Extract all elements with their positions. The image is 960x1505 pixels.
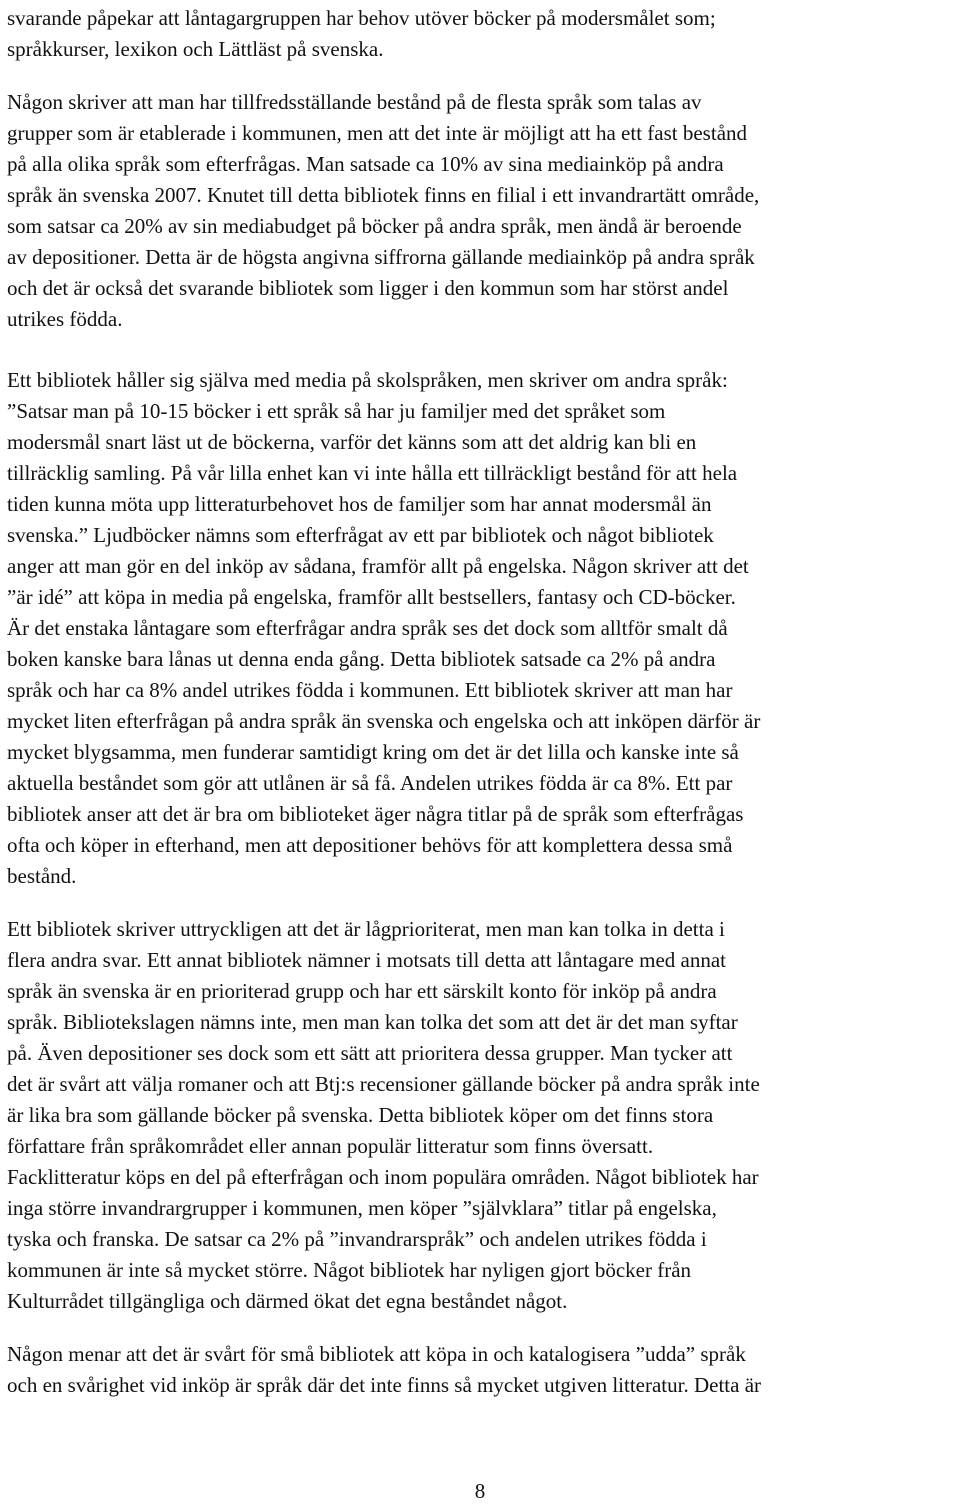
paragraph-3: Ett bibliotek håller sig själva med media på skolspråken, men skriver om andra språk: ”Satsar man på 10-15 böcker i ett språk så har ju familjer med det språket som modersmål snart läst ut de böckerna, varför det känns som att det aldrig kan bli en tillräcklig samling. På vår lilla enhet kan vi inte hålla ett tillräckligt bestånd för att hela tiden kunna möta upp litteraturbehovet hos de familjer som har annat modersmål än svenska.” Ljudböcker nämns som efterfrågat av ett par bibliotek och något bibliotek anger att man gör en del inköp av sådana, framför allt på engelska. Någon skriver att det ”är idé” att köpa in media på engelska, framför allt bestsellers, fantasy och CD-böcker. Är det enstaka låntagare som efterfrågar andra språk ses det dock som alltför smalt då boken kanske bara lånas ut denna enda gång. Detta bibliotek satsade ca 2% på andra språk och har ca 8% andel utrikes födda i kommunen. Ett bibliotek skriver att man har mycket liten efterfrågan på andra språk än svenska och engelska och att inköpen därför är mycket blygsamma, men funderar samtidigt kring om det är det lilla och kanske inte så aktuella beståndet som gör att utlånen är så få. Andelen utrikes födda är ca 8%. Ett par bibliotek anser att det är bra om biblioteket äger några titlar på de språk som efterfrågas ofta och köper in efterhand, men att depositioner behövs för att komplettera dessa små bestånd. (7, 368, 761, 888)
paragraph-5: Någon menar att det är svårt för små bibliotek att köpa in och katalogisera ”udda” språk och en svårighet vid inköp är språk där det inte finns så mycket utgiven litteratur. Detta är (7, 1342, 762, 1397)
paragraph-4: Ett bibliotek skriver uttryckligen att det är lågprioriterat, men man kan tolka in detta i flera andra svar. Ett annat bibliotek nämner i motsats till detta att låntagare med annat språk än svenska är en prioriterad grupp och har ett särskilt konto för inköp på andra språk. Bibliotekslagen nämns inte, men man kan tolka det som att det är det man syftar på. Även depositioner ses dock som ett sätt att prioritera dessa grupper. Man tycker att det är svårt att välja romaner och att Btj:s recensioner gällande böcker på andra språk inte är lika bra som gällande böcker på svenska. Detta bibliotek köper om det finns stora författare från språkområdet eller annan populär litteratur som finns översatt. Facklitteratur köps en del på efterfrågan och inom populära områden. Något bibliotek har inga större invandrargrupper i kommunen, men köper ”självklara” titlar på engelska, tyska och franska. De satsar ca 2% på ”invandrarspråk” och andelen utrikes födda i kommunen är inte så mycket större. Något bibliotek har nyligen gjort böcker från Kulturrådet tillgängliga och därmed ökat det egna beståndet något. (7, 917, 760, 1313)
paragraph-1: svarande påpekar att låntagargruppen har behov utöver böcker på modersmålet som; språkkurser, lexikon och Lättläst på svenska. (7, 6, 716, 61)
page-number: 8 (474, 1479, 486, 1503)
paragraph-2: Någon skriver att man har tillfredsställande bestånd på de flesta språk som talas av grupper som är etablerade i kommunen, men att det inte är möjligt att ha ett fast bestånd på alla olika språk som efterfrågas. Man satsade ca 10% av sina mediainköp på andra språk än svenska 2007. Knutet till detta bibliotek finns en filial i ett invandrartätt område, som satsar ca 20% av sin mediabudget på böcker på andra språk, men ändå är beroende av depositioner. Detta är de högsta angivna siffrorna gällande mediainköp på andra språk och det är också det svarande bibliotek som ligger i den kommun som har störst andel utrikes födda. (7, 90, 760, 331)
